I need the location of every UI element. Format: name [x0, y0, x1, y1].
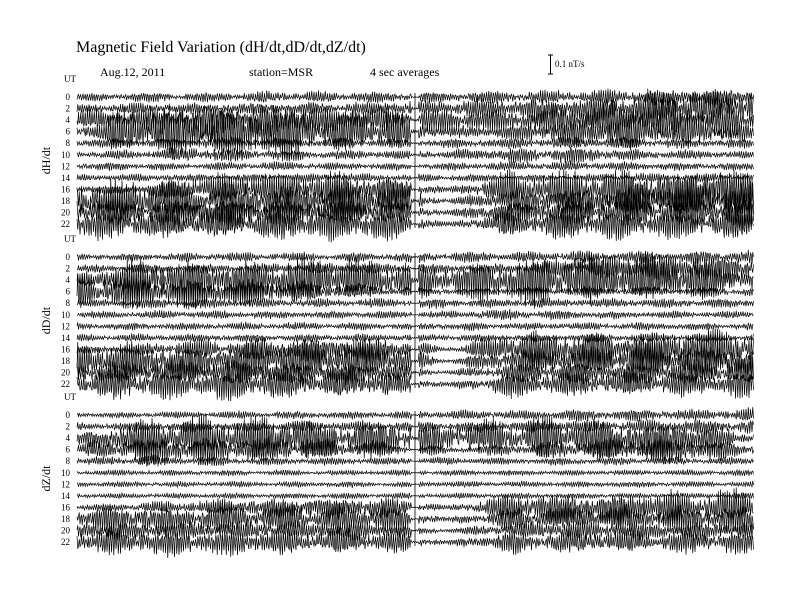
row-ut-label: 2: [65, 263, 70, 274]
row-ut-label: 14: [61, 332, 70, 343]
row-ut-label: 22: [61, 219, 70, 230]
row-ut-label: 16: [61, 184, 70, 195]
row-ut-label: 8: [65, 456, 70, 467]
averaging-label: 4 sec averages: [370, 65, 440, 79]
row-ut-label: 0: [65, 92, 70, 102]
row-ut-label: 18: [61, 195, 70, 206]
row-ut-label: 6: [65, 286, 70, 297]
scale-bar-label: 0.1 nT/s: [555, 59, 585, 69]
chart-title: Magnetic Field Variation (dH/dt,dD/dt,dZ/dt): [76, 39, 366, 56]
row-ut-label: 12: [61, 479, 70, 490]
row-ut-label: 18: [61, 513, 70, 524]
date-label: Aug.12, 2011: [100, 65, 166, 79]
row-ut-label: 20: [61, 525, 70, 536]
row-ut-label: 16: [61, 502, 70, 513]
panel-ylabel: dD/dt: [39, 306, 53, 335]
scale-bar: [548, 55, 553, 74]
row-ut-label: 4: [65, 115, 70, 126]
station-label: station=MSR: [249, 65, 314, 79]
row-ut-label: 10: [61, 467, 70, 478]
row-ut-label: 20: [61, 367, 70, 378]
row-ut-label: 2: [65, 421, 70, 432]
row-ut-label: 0: [65, 252, 70, 262]
row-ut-label: 18: [61, 355, 70, 366]
ut-axis-label: UT: [64, 392, 76, 402]
row-ut-label: 10: [61, 149, 70, 160]
row-ut-label: 0: [65, 410, 70, 420]
row-ut-label: 4: [65, 433, 70, 444]
row-ut-label: 20: [61, 207, 70, 218]
row-ut-label: 8: [65, 298, 70, 309]
panel-ylabel: dH/dt: [39, 146, 53, 175]
row-ut-label: 14: [61, 490, 70, 501]
panel-ylabel: dZ/dt: [39, 465, 53, 492]
row-ut-label: 12: [61, 321, 70, 332]
row-ut-label: 22: [61, 379, 70, 390]
row-ut-label: 12: [61, 161, 70, 172]
row-ut-label: 10: [61, 309, 70, 320]
row-ut-label: 8: [65, 138, 70, 149]
ut-axis-label: UT: [64, 234, 76, 244]
row-ut-label: 16: [61, 344, 70, 355]
row-ut-label: 4: [65, 275, 70, 286]
row-ut-label: 14: [61, 172, 70, 183]
row-ut-label: 6: [65, 126, 70, 137]
row-ut-label: 22: [61, 537, 70, 548]
ut-axis-label: UT: [64, 74, 76, 84]
row-ut-label: 2: [65, 103, 70, 114]
row-ut-label: 6: [65, 444, 70, 455]
